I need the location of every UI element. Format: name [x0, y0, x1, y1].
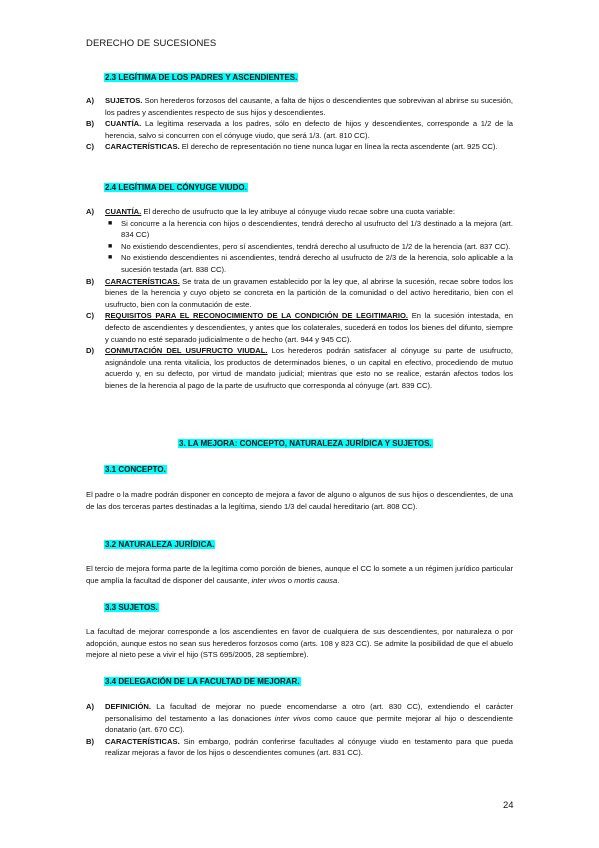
- item-text: Sin embargo, podrán conferirse facultades al cónyuge viudo en testamento para que pueda realizar mejoras a favor de los hijos o descendientes comunes (art. 831 CC).: [105, 736, 513, 758]
- item-text: La legítima reservada a los padres, sólo en defecto de hijos y descendientes, corresponde a 1/2 de la herencia, salvo si concurren con el cónyuge viudo, que será 1/3. (art. 810 CC).: [105, 119, 513, 140]
- list-item: [86, 736, 513, 759]
- item-text: El derecho de representación no tiene nunca lugar en línea la recta ascendente (art. 925 CC).: [179, 142, 498, 152]
- item-label: CARACTERÍSTICAS.: [105, 142, 180, 152]
- section-heading-3-3: [104, 603, 159, 613]
- item-text: Se trata de un gravamen establecido por la ley que, al abrirse la sucesión, recae sobre todos los bienes de la herencia y cuyo objeto se concreta en la partición de la comunidad o del activo hereditario, bien con el usufructo, bien con la conmutación de este.: [105, 276, 513, 309]
- section-heading-3-4: [104, 677, 301, 687]
- list-marker: B): [86, 276, 95, 286]
- list-marker: D): [86, 346, 95, 356]
- list-item: [86, 118, 513, 141]
- list-marker: C): [86, 142, 95, 152]
- section-title: 3.2 NATURALEZA JURÍDICA.: [105, 540, 215, 549]
- paragraph: El padre o la madre podrán disponer en concepto de mejora a favor de alguno o algunos de sus hijos o descendientes, de una de las dos terceras partes destinadas a la legítima, siendo 1/3 del caudal hereditario (art. 808 CC).: [86, 490, 513, 511]
- italic-term: inter vivos: [251, 575, 286, 585]
- text-run: El tercio de mejora forma parte de la legítima como porción de bienes, aunque el CC lo somete a un régimen jurídico particular que amplía la facultad de disponer del causante,: [86, 564, 513, 585]
- section-3-1-body: [86, 489, 513, 512]
- section-2-4-body: [86, 206, 513, 392]
- item-text: La facultad de mejorar no puede encomendarse a otro (art. 830 CC), extendiendo el carácter personalísimo del testamento a las donaciones: [105, 702, 513, 723]
- list-marker: B): [86, 119, 95, 129]
- bullet-text: No existiendo descendientes, pero sí ascendientes, tendrá derecho al usufructo de 1/2 de la herencia (art. 837 CC).: [121, 241, 511, 251]
- bullet-item: [86, 218, 513, 241]
- section-3-4-body: [86, 701, 513, 759]
- list-item: [86, 95, 513, 118]
- bullet-item: [86, 241, 513, 253]
- bullet-item: [86, 252, 513, 275]
- page-number: 24: [503, 800, 514, 811]
- section-title: 3.4 DELEGACIÓN DE LA FACULTAD DE MEJORAR.: [105, 677, 300, 686]
- item-text: como cauce que permite mejorar al hijo o descendiente donatario (art. 670 CC).: [105, 713, 513, 735]
- list-item: [86, 701, 513, 736]
- section-title: 2.4 LEGÍTIMA DEL CÓNYUGE VIUDO.: [105, 183, 247, 192]
- item-label: CARACTERÍSTICAS.: [105, 276, 180, 286]
- list-marker: A): [86, 96, 95, 105]
- section-heading-2-3: [104, 73, 298, 83]
- bullet-text: Si concurre a la herencia con hijos o descendientes, tendrá derecho al usufructo del 1/3 destinado a la mejora (art. 834 CC): [121, 218, 513, 240]
- item-text: El derecho de usufructo que la ley atribuye al cónyuge viudo recae sobre una cuota variable:: [141, 207, 455, 216]
- paragraph: [86, 563, 513, 586]
- section-title: 3.1 CONCEPTO.: [105, 465, 166, 474]
- item-text: Los herederos podrán satisfacer al cónyuge su parte de usufructo, asignándole una renta vitalicia, los productos de determinados bienes, o un capital en efectivo, procediendo de mutuo acuerdo y, en su defecto, por virtud de mandato judicial; mientras que esto no se realice, estarán afectos todos los bienes de la herencia al pago de la parte de usufructo que corresponda al cónyuge (art. 839 CC).: [105, 346, 513, 390]
- list-marker: A): [86, 702, 95, 711]
- bullet-text: No existiendo descendientes ni ascendientes, tendrá derecho al usufructo de 2/3 de la herencia, solo aplicable a la sucesión testada (art. 838 CC).: [121, 253, 513, 274]
- paragraph: La facultad de mejorar corresponde a los ascendientes en favor de cualquiera de sus descendientes, por naturaleza o por adopción, aunque estos no sean sus herederos forzosos como (arts. 108 y 823 CC). Se admite la posibilidad de que el abuelo mejore al nieto pese a vivir el hijo (STS 695/2005, 28 septiembre).: [86, 627, 513, 660]
- italic-term: mortis causa: [294, 575, 338, 585]
- item-label: CONMUTACIÓN DEL USUFRUCTO VIUDAL.: [105, 346, 268, 356]
- item-text: En la sucesión intestada, en defecto de ascendientes y descendientes, y antes que los colaterales, sucederá en todos los bienes del difunto, siempre y cuando no esté separado judicialmente o de hecho (art. 944 y 945 CC).: [105, 311, 513, 344]
- item-label: CUANTÍA.: [105, 119, 142, 129]
- text-run: o: [285, 575, 295, 585]
- list-marker: B): [86, 736, 95, 746]
- bullet-icon: ■: [108, 254, 113, 262]
- section-heading-3-2: [104, 540, 215, 550]
- list-item: [86, 310, 513, 345]
- bullet-icon: ■: [108, 219, 113, 227]
- section-2-3-body: [86, 95, 513, 153]
- page-header: DERECHO DE SUCESIONES: [86, 38, 217, 49]
- section-title: 2.3 LEGÍTIMA DE LOS PADRES Y ASCENDIENTES.: [105, 73, 298, 82]
- list-marker: A): [86, 207, 95, 216]
- section-title: 3.3 SUJETOS.: [105, 603, 158, 612]
- section-3-2-body: [86, 563, 513, 586]
- italic-term: inter vivos: [274, 713, 311, 723]
- list-item: [86, 276, 513, 311]
- section-heading-2-4: [104, 183, 248, 193]
- chapter-heading-3: [178, 439, 433, 449]
- bullet-icon: ■: [108, 242, 113, 250]
- list-item: [86, 345, 513, 391]
- item-label: DEFINICIÓN.: [105, 702, 151, 711]
- section-3-3-body: [86, 626, 513, 661]
- text-run: .: [337, 575, 340, 585]
- item-text: Son herederos forzosos del causante, a falta de hijos o descendientes que sobrevivan al abrirse su sucesión, los padres y ascendientes respecto de sus hijos y descendientes.: [105, 96, 513, 117]
- list-marker: C): [86, 311, 95, 321]
- list-item: [86, 141, 513, 153]
- item-label: REQUISITOS PARA EL RECONOCIMIENTO DE LA CONDICIÓN DE LEGITIMARIO.: [105, 311, 409, 321]
- chapter-title: 3. LA MEJORA: CONCEPTO, NATURALEZA JURÍDICA Y SUJETOS.: [179, 439, 432, 448]
- item-label: CARACTERÍSTICAS.: [105, 736, 180, 746]
- section-heading-3-1: [104, 465, 167, 475]
- item-label: CUANTÍA.: [105, 207, 142, 216]
- item-label: SUJETOS.: [105, 96, 143, 105]
- list-item: [86, 206, 513, 218]
